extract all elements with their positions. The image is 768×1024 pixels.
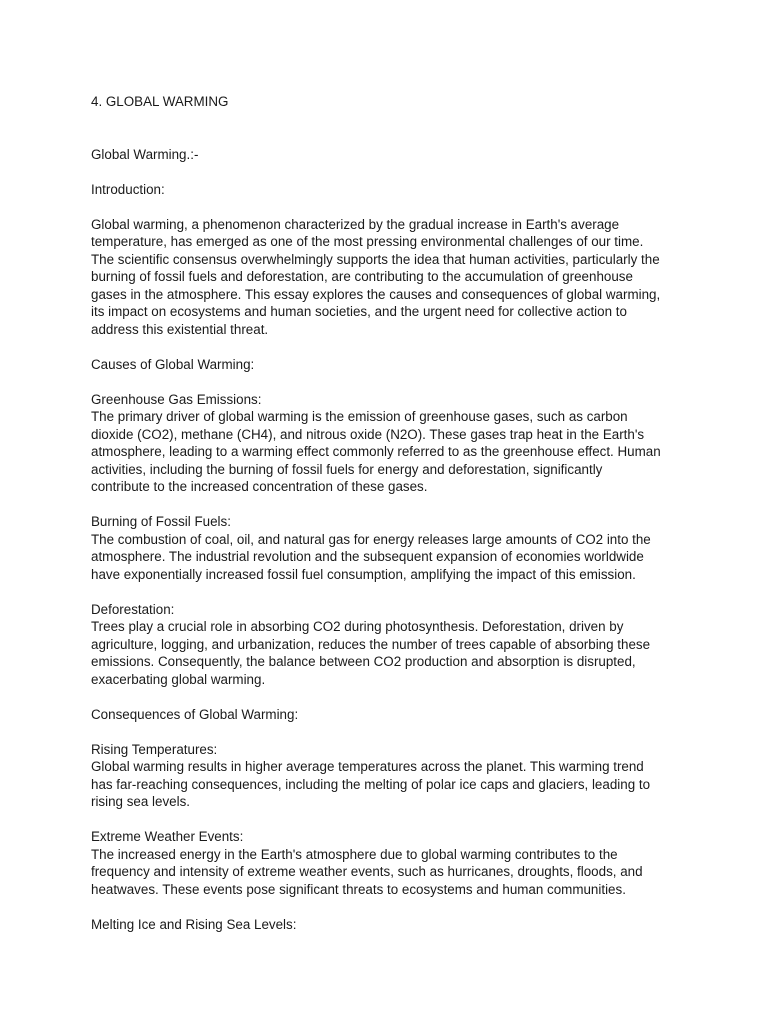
section-label: Global Warming.:- [91, 146, 199, 162]
fossil-fuels-section: Burning of Fossil Fuels: The combustion of coal, oil, and natural gas for energy releases large amounts of CO2 into the atmosphere. The industrial revolution and the subsequent expansion of economies worldwide have exponentially increased fossil fuel consumption, amplifying the impact of this emission. [91, 514, 651, 582]
melting-ice-heading: Melting Ice and Rising Sea Levels: [91, 916, 297, 932]
introduction-paragraph: Global warming, a phenomenon characterized by the gradual increase in Earth's average temperature, has emerged as one of the most pressing environmental challenges of our time. The scientific consensus overwhelmingly supports the idea that human activities, particularly the burning of fossil fuels and deforestation, are contributing to the accumulation of greenhouse gases in the atmosphere. This essay explores the causes and consequences of global warming, its impact on ecosystems and human societies, and the urgent need for collective action to address this existential threat. [91, 216, 661, 337]
document-page [91, 93, 691, 951]
deforestation-section: Deforestation: Trees play a crucial role in absorbing CO2 during photosynthesis. Deforestation, driven by agriculture, logging, and urbanization, reduces the number of trees capable of absorbing these emissions. Consequently, the balance between CO2 production and absorption is disrupted, exacerbating global warming. [91, 601, 651, 687]
greenhouse-gas-section: Greenhouse Gas Emissions: The primary driver of global warming is the emission of greenhouse gases, such as carbon dioxide (CO2), methane (CH4), and nitrous oxide (N2O). These gases trap heat in the Earth's atmosphere, leading to a warming effect commonly referred to as the greenhouse effect. Human activities, including the burning of fossil fuels for energy and deforestation, significantly contribute to the increased concentration of these gases. [91, 391, 661, 494]
causes-heading: Causes of Global Warming: [91, 356, 255, 372]
introduction-heading: Introduction: [91, 181, 165, 197]
consequences-heading: Consequences of Global Warming: [91, 706, 299, 722]
extreme-weather-section: Extreme Weather Events: The increased energy in the Earth's atmosphere due to global warming contributes to the frequency and intensity of extreme weather events, such as hurricanes, droughts, floods, and heatwaves. These events pose significant threats to ecosystems and human communities. [91, 829, 643, 897]
rising-temperatures-section: Rising Temperatures: Global warming results in higher average temperatures across the planet. This warming trend has far-reaching consequences, including the melting of polar ice caps and glaciers, leading to rising sea levels. [91, 741, 651, 809]
document-title: 4. GLOBAL WARMING [91, 94, 229, 109]
